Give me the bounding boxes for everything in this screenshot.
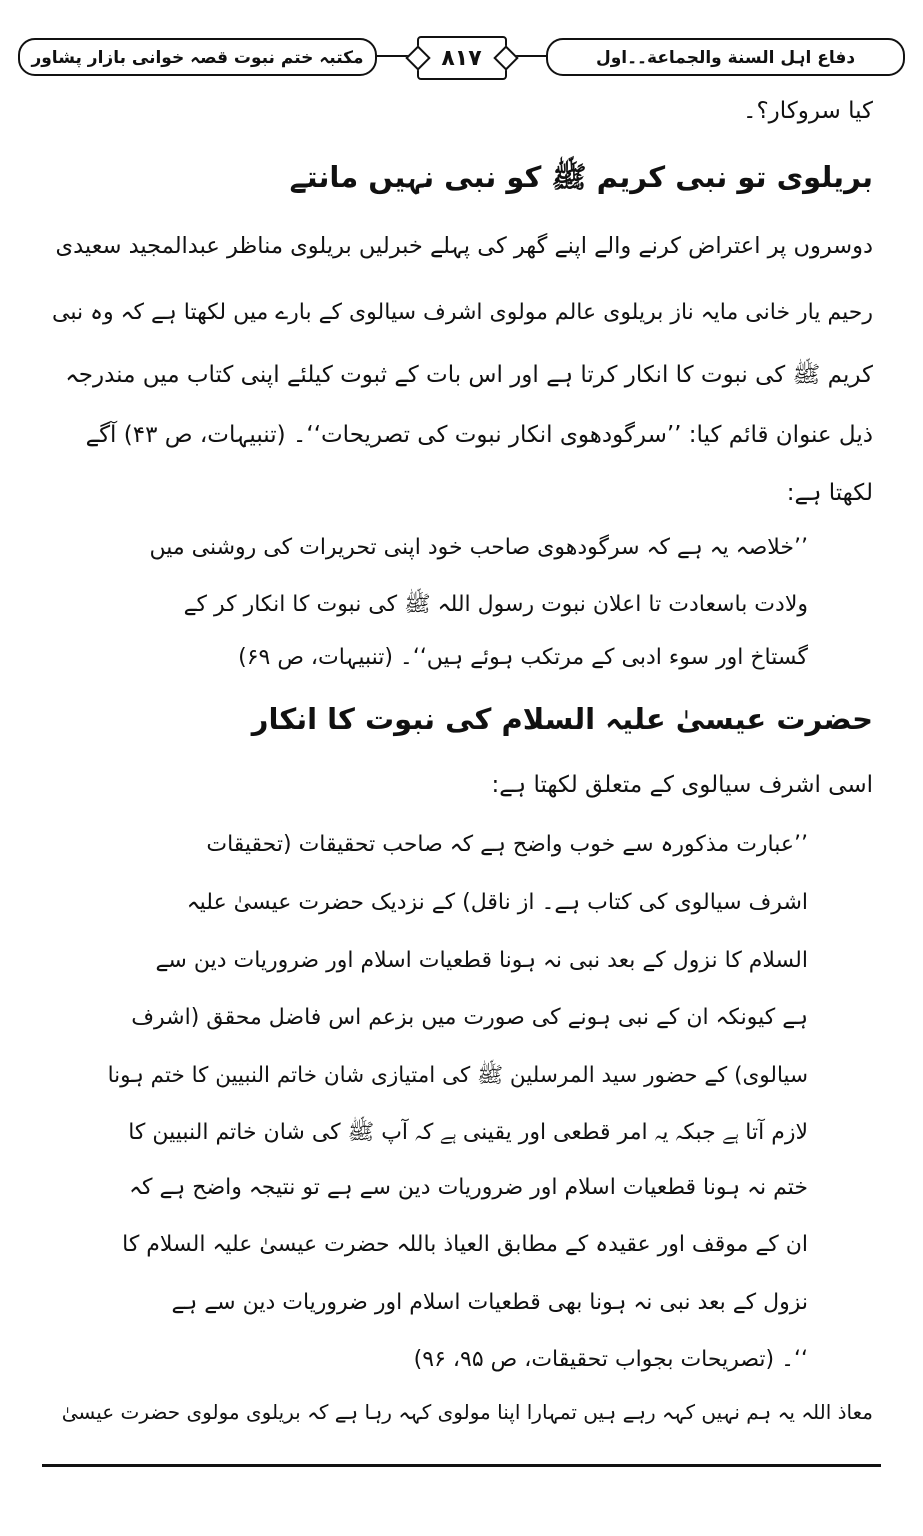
quote-line: ان کے موقف اور عقیدہ کے مطابق العیاذ باللہ حضرت عیسیٰ علیہ السلام کا [122,1232,808,1257]
quote-line: ’’خلاصہ یہ ہے کہ سرگودھوی صاحب خود اپنی تحریرات کی روشنی میں [149,535,808,560]
quote-line: ولادت باسعادت تا اعلان نبوت رسول اللہ ﷺ کی نبوت کا انکار کر کے [183,592,808,617]
quote-line: ختم نہ ہونا قطعیات اسلام اور ضروریات دین سے ہے تو نتیجہ واضح ہے کہ [129,1175,808,1200]
quote-line: ہے کیونکہ ان کے نبی ہونے کی صورت میں بزعم اس فاضل محقق (اشرف [131,1005,808,1030]
page-number: ۸۱۷ [417,36,507,80]
quote-line: سیالوی) کے حضور سید المرسلین ﷺ کی امتیازی شان خاتم النبیین کا ختم ہونا [107,1063,808,1088]
quote-line: اشرف سیالوی کی کتاب ہے۔ از ناقل) کے نزدیک حضرت عیسیٰ علیہ [186,890,808,915]
quote-line: نزول کے بعد نبی نہ ہونا بھی قطعیات اسلام اور ضروریات دین سے ہے [171,1290,808,1315]
text-line: کیا سروکار؟۔ [742,98,873,124]
section-heading: بریلوی تو نبی کریم ﷺ کو نبی نہیں مانتے [289,160,873,194]
text-line: اسی اشرف سیالوی کے متعلق لکھتا ہے: [491,772,873,798]
publisher-label: مکتبہ ختم نبوت قصہ خوانی بازار پشاور [18,38,377,76]
quote-line: ’’عبارت مذکورہ سے خوب واضح ہے کہ صاحب تحقیقات (تحقیقات [206,832,808,857]
text-line: لکھتا ہے: [786,480,873,506]
text-line: دوسروں پر اعتراض کرنے والے اپنے گھر کی پہلے خبرلیں بریلوی مناظر عبدالمجید سعیدی [55,233,873,259]
section-heading: حضرت عیسیٰ علیہ السلام کی نبوت کا انکار [251,702,873,736]
quote-line: گستاخ اور سوء ادبی کے مرتکب ہوئے ہیں‘‘۔ (تنبیہات، ص ۶۹) [238,645,808,670]
book-title-label: دفاع اہل السنة والجماعة۔۔اول [546,38,905,76]
text-line: رحیم یار خانی مایہ ناز بریلوی عالم مولوی اشرف سیالوی کے بارے میں لکھتا ہے کہ وہ نبی [52,300,873,325]
page-header [18,30,905,90]
footer-rule [42,1464,881,1467]
text-line: معاذ اللہ یہ ہم نہیں کہہ رہے ہیں تمہارا اپنا مولوی کہہ رہا ہے کہ بریلوی مولوی حضرت عیسیٰ [61,1400,873,1424]
quote-line: لازم آتا ہے جبکہ یہ امر قطعی اور یقینی ہے کہ آپ ﷺ کی شان خاتم النبیین کا [128,1120,808,1145]
quote-line: ‘‘۔ (تصریحات بجواب تحقیقات، ص ۹۵، ۹۶) [413,1347,808,1372]
text-line: کریم ﷺ کی نبوت کا انکار کرتا ہے اور اس بات کے ثبوت کیلئے اپنی کتاب میں مندرجہ [65,362,873,388]
quote-line: السلام کا نزول کے بعد نبی نہ ہونا قطعیات اسلام اور ضروریات دین سے [155,948,808,973]
text-line: ذیل عنوان قائم کیا: ’’سرگودھوی انکار نبوت کی تصریحات‘‘۔ (تنبیہات، ص ۴۳) آگے [85,422,873,448]
